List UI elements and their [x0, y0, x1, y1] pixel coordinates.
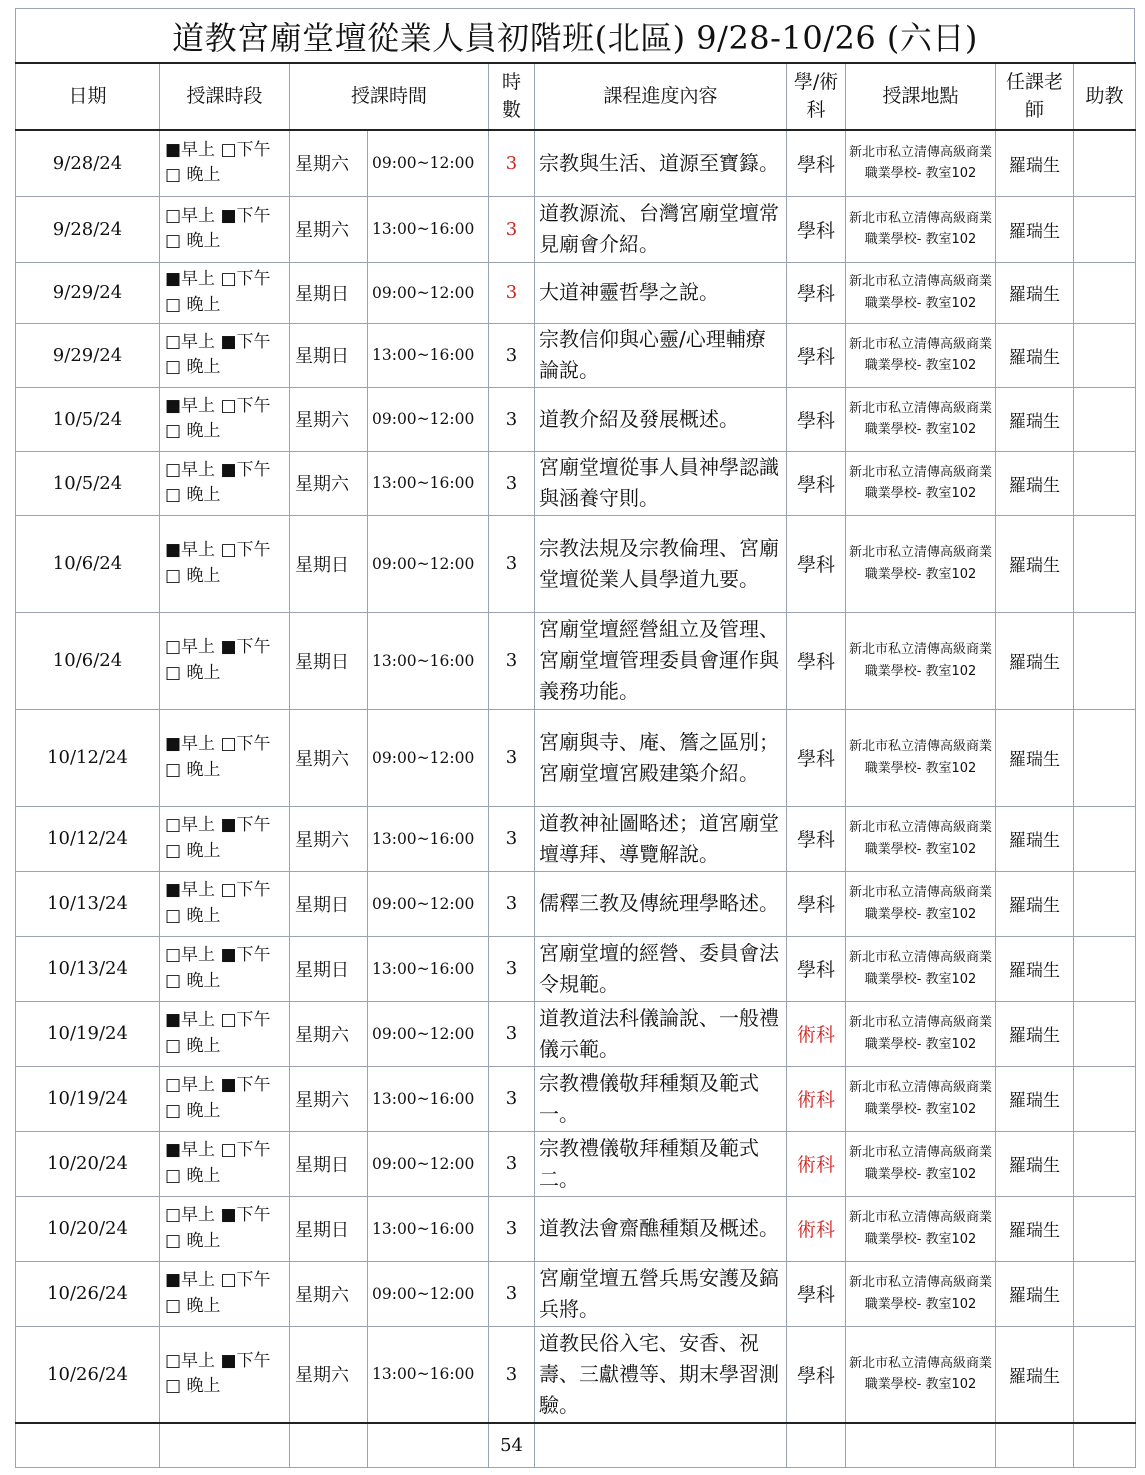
row-date: 10/26/24 [16, 1261, 160, 1326]
course-schedule-table [15, 62, 1136, 1468]
row-day: 星期六 [290, 130, 368, 196]
row-time: 13:00~16:00 [368, 1066, 489, 1131]
page-title: 道教宮廟堂壇從業人員初階班(北區) 9/28-10/26 (六日) [172, 18, 978, 57]
table-row [16, 262, 1136, 323]
table-row [16, 1261, 1136, 1326]
row-teacher: 羅瑞生 [996, 1001, 1074, 1066]
row-date: 10/13/24 [16, 871, 160, 936]
row-period: □早上 ■下午 □ 晚上 [160, 806, 290, 871]
row-content: 道教民俗入宅、安香、祝壽、三獻禮等、期末學習測驗。 [535, 1326, 787, 1423]
row-hours: 3 [489, 1001, 535, 1066]
row-hours: 3 [489, 1131, 535, 1196]
row-assistant [1074, 936, 1136, 1001]
header-date: 日期 [16, 63, 160, 130]
total-type-cell [787, 1423, 846, 1467]
row-period: □早上 ■下午 □ 晚上 [160, 1066, 290, 1131]
row-day: 星期六 [290, 451, 368, 515]
row-period: ■早上 □下午 □ 晚上 [160, 387, 290, 451]
row-day: 星期日 [290, 262, 368, 323]
row-time: 09:00~12:00 [368, 262, 489, 323]
table-row [16, 806, 1136, 871]
row-time: 13:00~16:00 [368, 612, 489, 709]
table-row [16, 871, 1136, 936]
row-teacher: 羅瑞生 [996, 871, 1074, 936]
row-type: 學科 [787, 871, 846, 936]
row-type: 學科 [787, 387, 846, 451]
row-date: 10/13/24 [16, 936, 160, 1001]
header-hours-line2: 數 [502, 98, 522, 121]
row-type: 學科 [787, 709, 846, 806]
row-date: 9/29/24 [16, 323, 160, 387]
header-hours-line1: 時 [502, 70, 522, 93]
row-content: 宗教禮儀敬拜種類及範式二。 [535, 1131, 787, 1196]
row-location: 新北市私立清傳高級商業職業學校- 教室102 [846, 1001, 996, 1066]
row-hours: 3 [489, 130, 535, 196]
row-day: 星期六 [290, 709, 368, 806]
row-content: 宮廟與寺、庵、簷之區別；宮廟堂壇宮殿建築介紹。 [535, 709, 787, 806]
row-date: 10/20/24 [16, 1131, 160, 1196]
row-content: 宗教法規及宗教倫理、宮廟堂壇從業人員學道九要。 [535, 515, 787, 612]
row-type: 學科 [787, 323, 846, 387]
total-content-cell [535, 1423, 787, 1467]
row-assistant [1074, 515, 1136, 612]
table-row [16, 1131, 1136, 1196]
row-assistant [1074, 323, 1136, 387]
row-period: ■早上 □下午 □ 晚上 [160, 1001, 290, 1066]
row-content: 大道神靈哲學之說。 [535, 262, 787, 323]
row-period: ■早上 □下午 □ 晚上 [160, 130, 290, 196]
row-teacher: 羅瑞生 [996, 130, 1074, 196]
row-location: 新北市私立清傳高級商業職業學校- 教室102 [846, 262, 996, 323]
row-content: 宗教與生活、道源至寶籙。 [535, 130, 787, 196]
row-day: 星期日 [290, 515, 368, 612]
row-hours: 3 [489, 262, 535, 323]
row-assistant [1074, 1196, 1136, 1261]
header-type-line1: 學/術 [793, 70, 839, 93]
row-hours: 3 [489, 451, 535, 515]
row-time: 09:00~12:00 [368, 1261, 489, 1326]
row-assistant [1074, 196, 1136, 262]
row-content: 道教神祉圖略述；道宮廟堂壇導拜、導覽解說。 [535, 806, 787, 871]
row-assistant [1074, 451, 1136, 515]
row-location: 新北市私立清傳高級商業職業學校- 教室102 [846, 1261, 996, 1326]
row-type: 學科 [787, 936, 846, 1001]
row-period: ■早上 □下午 □ 晚上 [160, 709, 290, 806]
row-assistant [1074, 1131, 1136, 1196]
table-row [16, 1001, 1136, 1066]
row-assistant [1074, 262, 1136, 323]
row-hours: 3 [489, 387, 535, 451]
row-hours: 3 [489, 515, 535, 612]
row-time: 09:00~12:00 [368, 871, 489, 936]
row-date: 10/5/24 [16, 451, 160, 515]
row-hours: 3 [489, 323, 535, 387]
row-period: □早上 ■下午 □ 晚上 [160, 612, 290, 709]
total-teacher-cell [996, 1423, 1074, 1467]
row-time: 09:00~12:00 [368, 1001, 489, 1066]
title-bar [15, 8, 1135, 62]
row-time: 09:00~12:00 [368, 1131, 489, 1196]
row-time: 13:00~16:00 [368, 1326, 489, 1423]
table-row [16, 451, 1136, 515]
row-hours: 3 [489, 1066, 535, 1131]
row-time: 09:00~12:00 [368, 130, 489, 196]
total-day-cell [290, 1423, 368, 1467]
row-teacher: 羅瑞生 [996, 612, 1074, 709]
row-content: 宗教信仰與心靈/心理輔療論說。 [535, 323, 787, 387]
row-day: 星期日 [290, 1196, 368, 1261]
row-date: 10/12/24 [16, 806, 160, 871]
row-hours: 3 [489, 709, 535, 806]
row-content: 宮廟堂壇的經營、委員會法令規範。 [535, 936, 787, 1001]
row-time: 13:00~16:00 [368, 323, 489, 387]
row-teacher: 羅瑞生 [996, 387, 1074, 451]
table-row [16, 709, 1136, 806]
row-location: 新北市私立清傳高級商業職業學校- 教室102 [846, 1326, 996, 1423]
row-day: 星期六 [290, 806, 368, 871]
header-hours [489, 63, 535, 130]
row-time: 13:00~16:00 [368, 936, 489, 1001]
row-day: 星期日 [290, 1131, 368, 1196]
row-day: 星期日 [290, 323, 368, 387]
row-content: 儒釋三教及傳統理學略述。 [535, 871, 787, 936]
row-assistant [1074, 806, 1136, 871]
row-hours: 3 [489, 1261, 535, 1326]
table-row [16, 1066, 1136, 1131]
row-assistant [1074, 871, 1136, 936]
table-row [16, 515, 1136, 612]
header-period: 授課時段 [160, 63, 290, 130]
row-time: 09:00~12:00 [368, 709, 489, 806]
row-date: 10/19/24 [16, 1001, 160, 1066]
row-location: 新北市私立清傳高級商業職業學校- 教室102 [846, 612, 996, 709]
header-content: 課程進度內容 [535, 63, 787, 130]
row-type: 學科 [787, 1261, 846, 1326]
row-day: 星期日 [290, 612, 368, 709]
row-teacher: 羅瑞生 [996, 1261, 1074, 1326]
row-teacher: 羅瑞生 [996, 1066, 1074, 1131]
table-row [16, 936, 1136, 1001]
row-day: 星期六 [290, 1261, 368, 1326]
row-period: ■早上 □下午 □ 晚上 [160, 1131, 290, 1196]
row-location: 新北市私立清傳高級商業職業學校- 教室102 [846, 936, 996, 1001]
row-teacher: 羅瑞生 [996, 709, 1074, 806]
table-row [16, 1326, 1136, 1423]
total-location-cell [846, 1423, 996, 1467]
row-assistant [1074, 1001, 1136, 1066]
total-hours: 54 [489, 1423, 535, 1467]
row-period: □早上 ■下午 □ 晚上 [160, 451, 290, 515]
row-period: □早上 ■下午 □ 晚上 [160, 1326, 290, 1423]
row-type: 術科 [787, 1001, 846, 1066]
row-time: 13:00~16:00 [368, 806, 489, 871]
row-hours: 3 [489, 1326, 535, 1423]
row-type: 學科 [787, 806, 846, 871]
row-hours: 3 [489, 806, 535, 871]
row-type: 學科 [787, 515, 846, 612]
row-teacher: 羅瑞生 [996, 936, 1074, 1001]
row-content: 道教法會齋醮種類及概述。 [535, 1196, 787, 1261]
row-type: 術科 [787, 1196, 846, 1261]
row-assistant [1074, 1261, 1136, 1326]
row-date: 10/12/24 [16, 709, 160, 806]
row-assistant [1074, 612, 1136, 709]
row-time: 13:00~16:00 [368, 1196, 489, 1261]
row-location: 新北市私立清傳高級商業職業學校- 教室102 [846, 806, 996, 871]
row-period: ■早上 □下午 □ 晚上 [160, 515, 290, 612]
row-assistant [1074, 1066, 1136, 1131]
row-location: 新北市私立清傳高級商業職業學校- 教室102 [846, 196, 996, 262]
table-row [16, 130, 1136, 196]
row-teacher: 羅瑞生 [996, 262, 1074, 323]
row-type: 學科 [787, 196, 846, 262]
row-assistant [1074, 130, 1136, 196]
header-teacher-line1: 任課老 [1006, 70, 1064, 93]
row-assistant [1074, 1326, 1136, 1423]
row-date: 10/5/24 [16, 387, 160, 451]
row-teacher: 羅瑞生 [996, 1131, 1074, 1196]
row-location: 新北市私立清傳高級商業職業學校- 教室102 [846, 130, 996, 196]
row-assistant [1074, 709, 1136, 806]
row-period: □早上 ■下午 □ 晚上 [160, 1196, 290, 1261]
header-teacher [996, 63, 1074, 130]
row-type: 學科 [787, 1326, 846, 1423]
row-time: 09:00~12:00 [368, 515, 489, 612]
row-content: 道教介紹及發展概述。 [535, 387, 787, 451]
row-location: 新北市私立清傳高級商業職業學校- 教室102 [846, 871, 996, 936]
table-row [16, 323, 1136, 387]
row-day: 星期日 [290, 936, 368, 1001]
row-location: 新北市私立清傳高級商業職業學校- 教室102 [846, 1196, 996, 1261]
row-location: 新北市私立清傳高級商業職業學校- 教室102 [846, 1066, 996, 1131]
row-date: 10/6/24 [16, 612, 160, 709]
row-day: 星期日 [290, 871, 368, 936]
row-day: 星期六 [290, 196, 368, 262]
header-type-line2: 科 [806, 98, 826, 121]
row-hours: 3 [489, 871, 535, 936]
row-teacher: 羅瑞生 [996, 806, 1074, 871]
row-content: 宮廟堂壇五營兵馬安護及鎬兵將。 [535, 1261, 787, 1326]
row-time: 09:00~12:00 [368, 387, 489, 451]
row-type: 學科 [787, 612, 846, 709]
row-date: 10/20/24 [16, 1196, 160, 1261]
table-row [16, 196, 1136, 262]
total-date-cell [16, 1423, 160, 1467]
row-location: 新北市私立清傳高級商業職業學校- 教室102 [846, 323, 996, 387]
row-date: 10/6/24 [16, 515, 160, 612]
row-teacher: 羅瑞生 [996, 323, 1074, 387]
header-type [787, 63, 846, 130]
row-time: 13:00~16:00 [368, 196, 489, 262]
total-row [16, 1423, 1136, 1467]
row-type: 學科 [787, 262, 846, 323]
row-hours: 3 [489, 936, 535, 1001]
row-location: 新北市私立清傳高級商業職業學校- 教室102 [846, 709, 996, 806]
row-period: ■早上 □下午 □ 晚上 [160, 262, 290, 323]
row-type: 學科 [787, 451, 846, 515]
row-hours: 3 [489, 612, 535, 709]
row-teacher: 羅瑞生 [996, 1326, 1074, 1423]
row-day: 星期六 [290, 1001, 368, 1066]
total-time-cell [368, 1423, 489, 1467]
row-period: □早上 ■下午 □ 晚上 [160, 936, 290, 1001]
row-type: 術科 [787, 1131, 846, 1196]
row-location: 新北市私立清傳高級商業職業學校- 教室102 [846, 387, 996, 451]
row-period: □早上 ■下午 □ 晚上 [160, 323, 290, 387]
row-content: 宮廟堂壇經營組立及管理、宮廟堂壇管理委員會運作與義務功能。 [535, 612, 787, 709]
row-date: 10/19/24 [16, 1066, 160, 1131]
row-period: □早上 ■下午 □ 晚上 [160, 196, 290, 262]
row-period: ■早上 □下午 □ 晚上 [160, 871, 290, 936]
table-row [16, 387, 1136, 451]
row-date: 9/28/24 [16, 130, 160, 196]
row-type: 學科 [787, 130, 846, 196]
row-date: 9/28/24 [16, 196, 160, 262]
header-time: 授課時間 [290, 63, 489, 130]
total-assistant-cell [1074, 1423, 1136, 1467]
header-teacher-line2: 師 [1025, 98, 1045, 121]
row-date: 10/26/24 [16, 1326, 160, 1423]
row-day: 星期六 [290, 387, 368, 451]
header-assistant: 助教 [1074, 63, 1136, 130]
row-location: 新北市私立清傳高級商業職業學校- 教室102 [846, 451, 996, 515]
row-time: 13:00~16:00 [368, 451, 489, 515]
row-hours: 3 [489, 196, 535, 262]
row-teacher: 羅瑞生 [996, 451, 1074, 515]
header-row [16, 63, 1136, 130]
row-assistant [1074, 387, 1136, 451]
header-location: 授課地點 [846, 63, 996, 130]
row-content: 宗教禮儀敬拜種類及範式一。 [535, 1066, 787, 1131]
row-location: 新北市私立清傳高級商業職業學校- 教室102 [846, 1131, 996, 1196]
table-row [16, 612, 1136, 709]
row-location: 新北市私立清傳高級商業職業學校- 教室102 [846, 515, 996, 612]
row-content: 宮廟堂壇從事人員神學認識與涵養守則。 [535, 451, 787, 515]
row-hours: 3 [489, 1196, 535, 1261]
row-day: 星期六 [290, 1066, 368, 1131]
row-teacher: 羅瑞生 [996, 196, 1074, 262]
row-teacher: 羅瑞生 [996, 1196, 1074, 1261]
row-type: 術科 [787, 1066, 846, 1131]
row-date: 9/29/24 [16, 262, 160, 323]
row-period: ■早上 □下午 □ 晚上 [160, 1261, 290, 1326]
schedule-body [16, 130, 1136, 1423]
table-row [16, 1196, 1136, 1261]
total-period-cell [160, 1423, 290, 1467]
row-content: 道教道法科儀論說、一般禮儀示範。 [535, 1001, 787, 1066]
row-content: 道教源流、台灣宮廟堂壇常見廟會介紹。 [535, 196, 787, 262]
row-teacher: 羅瑞生 [996, 515, 1074, 612]
row-day: 星期六 [290, 1326, 368, 1423]
